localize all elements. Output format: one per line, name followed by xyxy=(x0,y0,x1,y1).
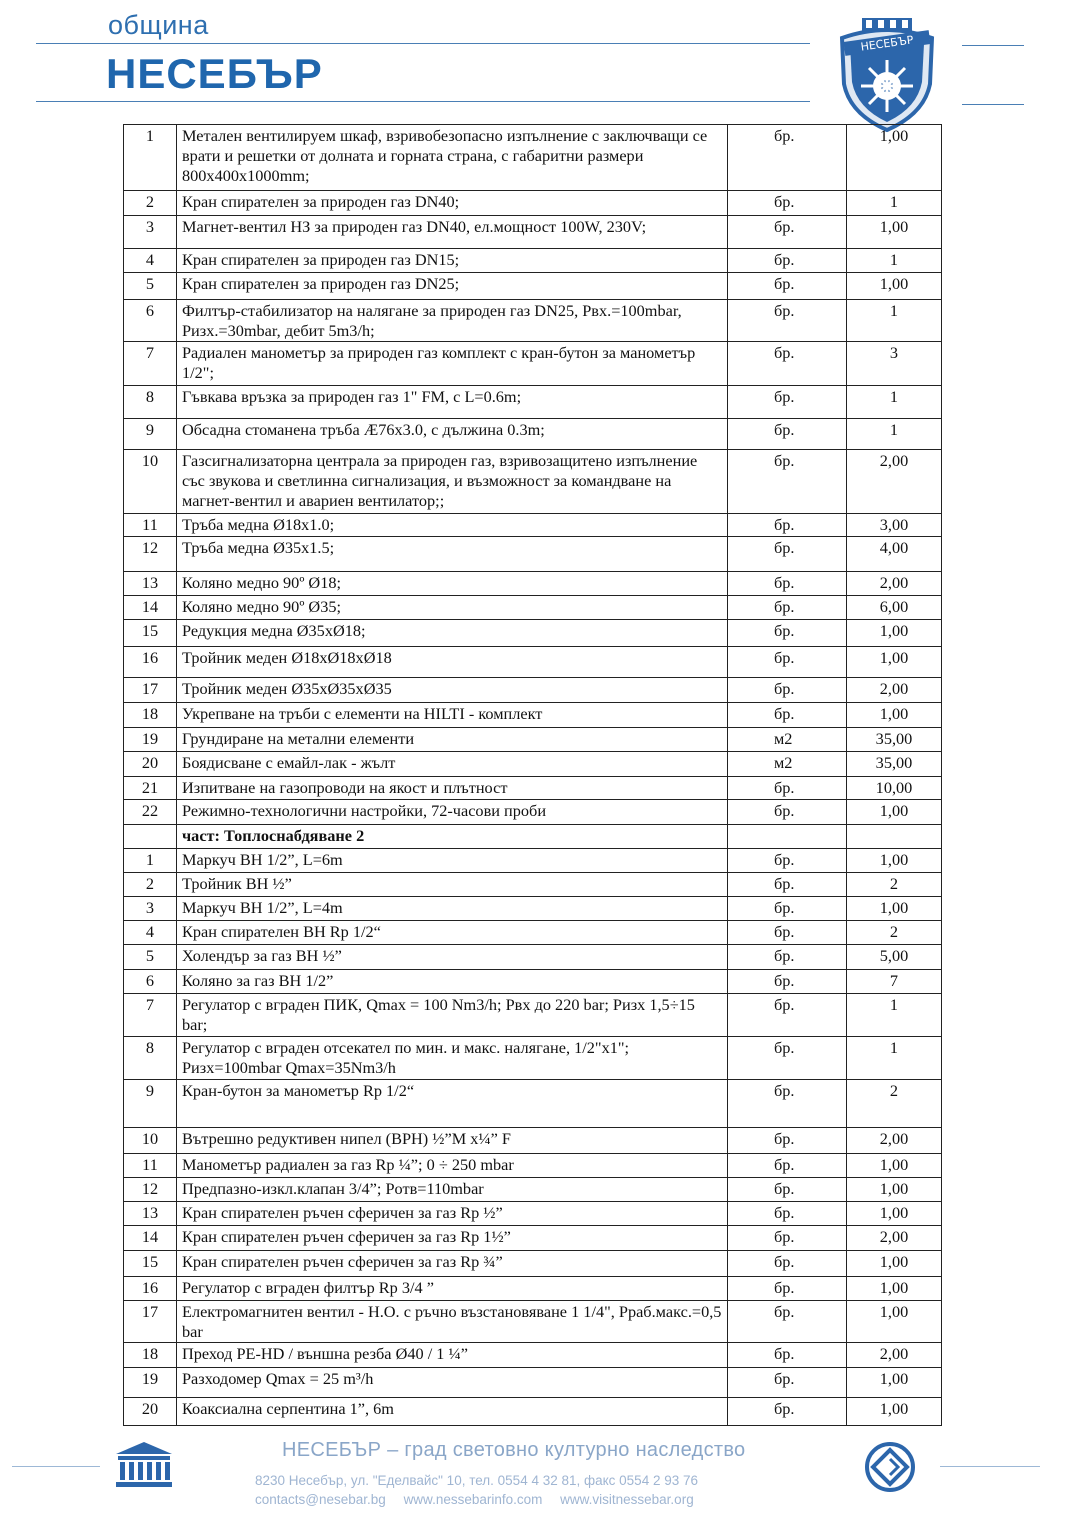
cell-number: 17 xyxy=(124,678,177,703)
table-row xyxy=(124,921,942,945)
cell-description: Укрепване на тръби с елементи на HILTI - комплект xyxy=(177,703,728,728)
cell-unit: бр. xyxy=(728,945,847,970)
cell-number: 11 xyxy=(124,1154,177,1178)
footer-address: 8230 Несебър, ул. "Еделвайс" 10, тел. 0554 4 32 81, факс 0554 2 93 76 xyxy=(255,1473,698,1488)
cell-description: Тройник ВН ½” xyxy=(177,873,728,897)
table-row xyxy=(124,1128,942,1154)
cell-description: Електромагнитен вентил - Н.О. с ръчно възстановяване 1 1/4", Рраб.макс.=0,5 bar xyxy=(177,1301,728,1343)
cell-quantity: 2 xyxy=(847,1080,942,1128)
table-row xyxy=(124,994,942,1037)
world-heritage-emblem-icon xyxy=(864,1441,916,1493)
cell-number: 20 xyxy=(124,1398,177,1426)
cell-number: 13 xyxy=(124,572,177,596)
cell-unit: бр. xyxy=(728,1368,847,1398)
table-row xyxy=(124,342,942,386)
cell-number: 19 xyxy=(124,728,177,752)
cell-description: Тройник меден Ø18хØ18хØ18 xyxy=(177,647,728,678)
cell-number: 12 xyxy=(124,537,177,572)
town-name: НЕСЕБЪР xyxy=(106,50,323,97)
cell-unit: бр. xyxy=(728,1343,847,1368)
cell-number: 2 xyxy=(124,191,177,216)
footer-web-links xyxy=(255,1492,694,1507)
cell-quantity: 2 xyxy=(847,921,942,945)
cell-number: 7 xyxy=(124,342,177,386)
cell-unit: бр. xyxy=(728,800,847,825)
cell-quantity: 6,00 xyxy=(847,596,942,620)
cell-number: 12 xyxy=(124,1178,177,1202)
table-row xyxy=(124,800,942,825)
table-row xyxy=(124,1037,942,1080)
footer-title: НЕСЕБЪР – град световно културно наследство xyxy=(282,1439,746,1461)
cell-quantity: 1 xyxy=(847,419,942,450)
cell-description: Радиален манометър за природен газ комплект с кран-бутон за манометър 1/2"; xyxy=(177,342,728,386)
table-row xyxy=(124,386,942,419)
svg-text:НЕСЕБЪР: НЕСЕБЪР xyxy=(859,33,915,54)
cell-description: Режимно-технологични настройки, 72-часови проби xyxy=(177,800,728,825)
cell-unit: бр. xyxy=(728,572,847,596)
cell-unit: бр. xyxy=(728,1226,847,1251)
cell-quantity: 7 xyxy=(847,970,942,994)
footer-rule-left xyxy=(12,1466,100,1467)
cell-description: Маркуч ВН 1/2”, L=6m xyxy=(177,849,728,873)
cell-quantity: 1,00 xyxy=(847,1368,942,1398)
cell-quantity: 2,00 xyxy=(847,678,942,703)
cell-number: 1 xyxy=(124,849,177,873)
cell-description: Кран спирателен ръчен сферичен за газ Rp ¾” xyxy=(177,1251,728,1277)
municipality-word: община xyxy=(108,10,209,40)
cell-description: Регулатор с вграден ПИК, Qmax = 100 Nm3/h; Рвх до 220 bar; Ризх 1,5÷15 bar; xyxy=(177,994,728,1037)
specification-table xyxy=(123,124,942,1426)
cell-unit: м2 xyxy=(728,728,847,752)
cell-description: Кран спирателен за природен газ DN40; xyxy=(177,191,728,216)
cell-quantity: 1,00 xyxy=(847,1178,942,1202)
cell-description: Кран-бутон за манометър Rp 1/2“ xyxy=(177,1080,728,1128)
cell-number: 15 xyxy=(124,1251,177,1277)
cell-description: Манометър радиален за газ Rp ¼”; 0 ÷ 250 mbar xyxy=(177,1154,728,1178)
cell-quantity: 2,00 xyxy=(847,1226,942,1251)
cell-quantity: 1,00 xyxy=(847,125,942,191)
table-row xyxy=(124,752,942,777)
table-row xyxy=(124,703,942,728)
table-row xyxy=(124,125,942,191)
cell-unit: бр. xyxy=(728,125,847,191)
cell-description: Кран спирателен за природен газ DN25; xyxy=(177,273,728,300)
cell-number: 1 xyxy=(124,125,177,191)
cell-description: Обсадна стоманена тръба Æ76х3.0, с дължина 0.3m; xyxy=(177,419,728,450)
table-row xyxy=(124,1277,942,1301)
cell-quantity: 1,00 xyxy=(847,703,942,728)
table-row xyxy=(124,1178,942,1202)
table-row xyxy=(124,300,942,342)
cell-unit: бр. xyxy=(728,620,847,647)
cell-unit: бр. xyxy=(728,537,847,572)
cell-description: Маркуч ВН 1/2”, L=4m xyxy=(177,897,728,921)
cell-unit: бр. xyxy=(728,703,847,728)
cell-unit: бр. xyxy=(728,216,847,249)
cell-description: част: Топлоснабдяване 2 xyxy=(177,825,728,849)
table-row xyxy=(124,1154,942,1178)
cell-quantity: 2 xyxy=(847,873,942,897)
cell-number: 18 xyxy=(124,703,177,728)
cell-quantity: 1,00 xyxy=(847,620,942,647)
table-row xyxy=(124,1202,942,1226)
table-row xyxy=(124,537,942,572)
cell-quantity: 1,00 xyxy=(847,1251,942,1277)
coat-of-arms-icon xyxy=(828,14,946,134)
cell-number: 10 xyxy=(124,450,177,514)
cell-number: 3 xyxy=(124,897,177,921)
cell-description: Коаксиална серпентина 1”, 6m xyxy=(177,1398,728,1426)
cell-description: Кран спирателен за природен газ DN15; xyxy=(177,249,728,273)
cell-unit: бр. xyxy=(728,678,847,703)
cell-number: 21 xyxy=(124,777,177,800)
header-rule-bottom xyxy=(36,101,810,102)
cell-unit: бр. xyxy=(728,777,847,800)
cell-description: Филтър-стабилизатор на налягане за природен газ DN25, Рвх.=100mbar, Ризх.=30mbar, дебит 5m3/h; xyxy=(177,300,728,342)
section-row xyxy=(124,825,942,849)
cell-number: 11 xyxy=(124,514,177,537)
cell-number: 7 xyxy=(124,994,177,1037)
cell-quantity: 1,00 xyxy=(847,1301,942,1343)
table-row xyxy=(124,873,942,897)
cell-unit: бр. xyxy=(728,921,847,945)
cell-quantity: 1 xyxy=(847,994,942,1037)
cell-description: Изпитване на газопроводи на якост и плътност xyxy=(177,777,728,800)
cell-description: Кран спирателен ръчен сферичен за газ Rp ½” xyxy=(177,1202,728,1226)
cell-number: 8 xyxy=(124,386,177,419)
table-row xyxy=(124,191,942,216)
cell-description: Редукция медна Ø35хØ18; xyxy=(177,620,728,647)
cell-unit: бр. xyxy=(728,450,847,514)
cell-quantity: 3,00 xyxy=(847,514,942,537)
table-row xyxy=(124,249,942,273)
cell-description: Газсигнализаторна централа за природен газ, взривозащитено изпълнение със звукова и светлинна сигнализация, и възможност за командване на магнет-вентил и авариен вентилатор;; xyxy=(177,450,728,514)
table-row xyxy=(124,777,942,800)
cell-unit: бр. xyxy=(728,1398,847,1426)
cell-unit: бр. xyxy=(728,1080,847,1128)
footer-site1-link[interactable]: www.nessebarinfo.com xyxy=(403,1492,543,1507)
cell-description: Предпазно-изкл.клапан 3/4”; Pотв=110mbar xyxy=(177,1178,728,1202)
cell-description: Тройник меден Ø35хØ35хØ35 xyxy=(177,678,728,703)
cell-unit: бр. xyxy=(728,514,847,537)
cell-description: Регулатор с вграден отсекател по мин. и макс. налягане, 1/2"х1"; Ризх=100mbar Qmax=35Nm3/h xyxy=(177,1037,728,1080)
table-row xyxy=(124,1080,942,1128)
header-rule-bottom-right xyxy=(962,104,1024,105)
cell-description: Регулатор с вграден филтър Rp 3/4 ” xyxy=(177,1277,728,1301)
cell-number: 16 xyxy=(124,1277,177,1301)
cell-quantity: 1,00 xyxy=(847,1202,942,1226)
cell-quantity: 1 xyxy=(847,191,942,216)
cell-unit: бр. xyxy=(728,994,847,1037)
cell-unit: бр. xyxy=(728,342,847,386)
cell-quantity: 1,00 xyxy=(847,849,942,873)
cell-description: Разходомер Qmax = 25 m³/h xyxy=(177,1368,728,1398)
cell-number: 10 xyxy=(124,1128,177,1154)
cell-description: Коляно медно 90º Ø35; xyxy=(177,596,728,620)
footer-rule-right xyxy=(940,1466,1040,1467)
cell-number: 3 xyxy=(124,216,177,249)
table-row xyxy=(124,419,942,450)
table-row xyxy=(124,678,942,703)
cell-unit: бр. xyxy=(728,419,847,450)
cell-number: 4 xyxy=(124,249,177,273)
cell-number: 6 xyxy=(124,300,177,342)
cell-unit: бр. xyxy=(728,249,847,273)
cell-description: Боядисване с емайл-лак - жълт xyxy=(177,752,728,777)
cell-number: 5 xyxy=(124,945,177,970)
table-row xyxy=(124,970,942,994)
cell-number: 20 xyxy=(124,752,177,777)
table-row xyxy=(124,1226,942,1251)
cell-description: Тръба медна Ø18х1.0; xyxy=(177,514,728,537)
cell-quantity: 1,00 xyxy=(847,1154,942,1178)
table-row xyxy=(124,897,942,921)
cell-number: 14 xyxy=(124,596,177,620)
cell-unit: бр. xyxy=(728,873,847,897)
cell-number: 4 xyxy=(124,921,177,945)
cell-quantity xyxy=(847,825,942,849)
cell-number: 19 xyxy=(124,1368,177,1398)
table-row xyxy=(124,572,942,596)
cell-number: 2 xyxy=(124,873,177,897)
cell-quantity: 2,00 xyxy=(847,450,942,514)
cell-quantity: 1,00 xyxy=(847,216,942,249)
footer-site2-link[interactable]: www.visitnessebar.org xyxy=(560,1492,694,1507)
cell-number: 8 xyxy=(124,1037,177,1080)
table-row xyxy=(124,596,942,620)
cell-quantity: 4,00 xyxy=(847,537,942,572)
cell-quantity: 1,00 xyxy=(847,897,942,921)
cell-unit: бр. xyxy=(728,647,847,678)
table-row xyxy=(124,1398,942,1426)
cell-quantity: 1,00 xyxy=(847,273,942,300)
header-rule-top-right xyxy=(962,45,1024,46)
cell-description: Кран спирателен ВН Rp 1/2“ xyxy=(177,921,728,945)
footer-email-link[interactable]: contacts@nesebar.bg xyxy=(255,1492,386,1507)
cell-description: Коляно за газ ВН 1/2” xyxy=(177,970,728,994)
cell-unit: бр. xyxy=(728,1128,847,1154)
cell-number: 9 xyxy=(124,1080,177,1128)
cell-number: 17 xyxy=(124,1301,177,1343)
cell-description: Грундиране на метални елементи xyxy=(177,728,728,752)
cell-quantity: 35,00 xyxy=(847,728,942,752)
table-row xyxy=(124,849,942,873)
cell-quantity: 5,00 xyxy=(847,945,942,970)
table-row xyxy=(124,1368,942,1398)
cell-number: 15 xyxy=(124,620,177,647)
cell-number: 13 xyxy=(124,1202,177,1226)
table-row xyxy=(124,647,942,678)
cell-quantity: 1 xyxy=(847,386,942,419)
cell-number: 16 xyxy=(124,647,177,678)
cell-unit: бр. xyxy=(728,1202,847,1226)
cell-quantity: 2,00 xyxy=(847,1343,942,1368)
cell-description: Преход PE-HD / външна резба Ø40 / 1 ¼” xyxy=(177,1343,728,1368)
cell-description: Метален вентилируем шкаф, взривобезопасно изпълнение с заключващи се врати и решетки от долната и горната страна, с габаритни размери 800х400х1000mm; xyxy=(177,125,728,191)
header-rule-top xyxy=(36,43,810,44)
cell-unit: бр. xyxy=(728,273,847,300)
cell-unit: бр. xyxy=(728,596,847,620)
table-body xyxy=(124,125,942,1426)
cell-quantity: 1 xyxy=(847,1037,942,1080)
table-row xyxy=(124,1301,942,1343)
cell-quantity: 3 xyxy=(847,342,942,386)
cell-unit: бр. xyxy=(728,1178,847,1202)
cell-unit: бр. xyxy=(728,1301,847,1343)
cell-description: Коляно медно 90º Ø18; xyxy=(177,572,728,596)
table-row xyxy=(124,1251,942,1277)
cell-number: 18 xyxy=(124,1343,177,1368)
cell-unit: бр. xyxy=(728,897,847,921)
cell-unit: бр. xyxy=(728,191,847,216)
cell-quantity: 1 xyxy=(847,249,942,273)
cell-quantity: 35,00 xyxy=(847,752,942,777)
cell-number: 9 xyxy=(124,419,177,450)
cell-description: Магнет-вентил НЗ за природен газ DN40, ел.мощност 100W, 230V; xyxy=(177,216,728,249)
cell-unit: бр. xyxy=(728,849,847,873)
table-row xyxy=(124,450,942,514)
cell-description: Тръба медна Ø35х1.5; xyxy=(177,537,728,572)
unesco-logo-icon xyxy=(112,1440,176,1488)
cell-unit: бр. xyxy=(728,300,847,342)
cell-description: Вътрешно редуктивен нипел (ВРН) ½”М х¼” F xyxy=(177,1128,728,1154)
cell-description: Кран спирателен ръчен сферичен за газ Rp 1½” xyxy=(177,1226,728,1251)
cell-number: 14 xyxy=(124,1226,177,1251)
cell-unit: м2 xyxy=(728,752,847,777)
table-row xyxy=(124,514,942,537)
cell-description: Гъвкава връзка за природен газ 1" FM, с L=0.6m; xyxy=(177,386,728,419)
cell-unit: бр. xyxy=(728,1251,847,1277)
cell-unit: бр. xyxy=(728,386,847,419)
table-row xyxy=(124,945,942,970)
cell-unit: бр. xyxy=(728,970,847,994)
cell-unit xyxy=(728,825,847,849)
cell-number: 5 xyxy=(124,273,177,300)
cell-quantity: 2,00 xyxy=(847,1128,942,1154)
cell-number: 6 xyxy=(124,970,177,994)
cell-quantity: 1,00 xyxy=(847,647,942,678)
cell-quantity: 1,00 xyxy=(847,1277,942,1301)
cell-quantity: 1,00 xyxy=(847,1398,942,1426)
table-row xyxy=(124,216,942,249)
table-row xyxy=(124,728,942,752)
cell-number xyxy=(124,825,177,849)
cell-unit: бр. xyxy=(728,1154,847,1178)
table-row xyxy=(124,620,942,647)
cell-unit: бр. xyxy=(728,1277,847,1301)
cell-quantity: 1 xyxy=(847,300,942,342)
cell-quantity: 10,00 xyxy=(847,777,942,800)
cell-quantity: 2,00 xyxy=(847,572,942,596)
table-row xyxy=(124,273,942,300)
cell-number: 22 xyxy=(124,800,177,825)
cell-description: Холендър за газ ВН ½” xyxy=(177,945,728,970)
cell-unit: бр. xyxy=(728,1037,847,1080)
table-row xyxy=(124,1343,942,1368)
cell-quantity: 1,00 xyxy=(847,800,942,825)
